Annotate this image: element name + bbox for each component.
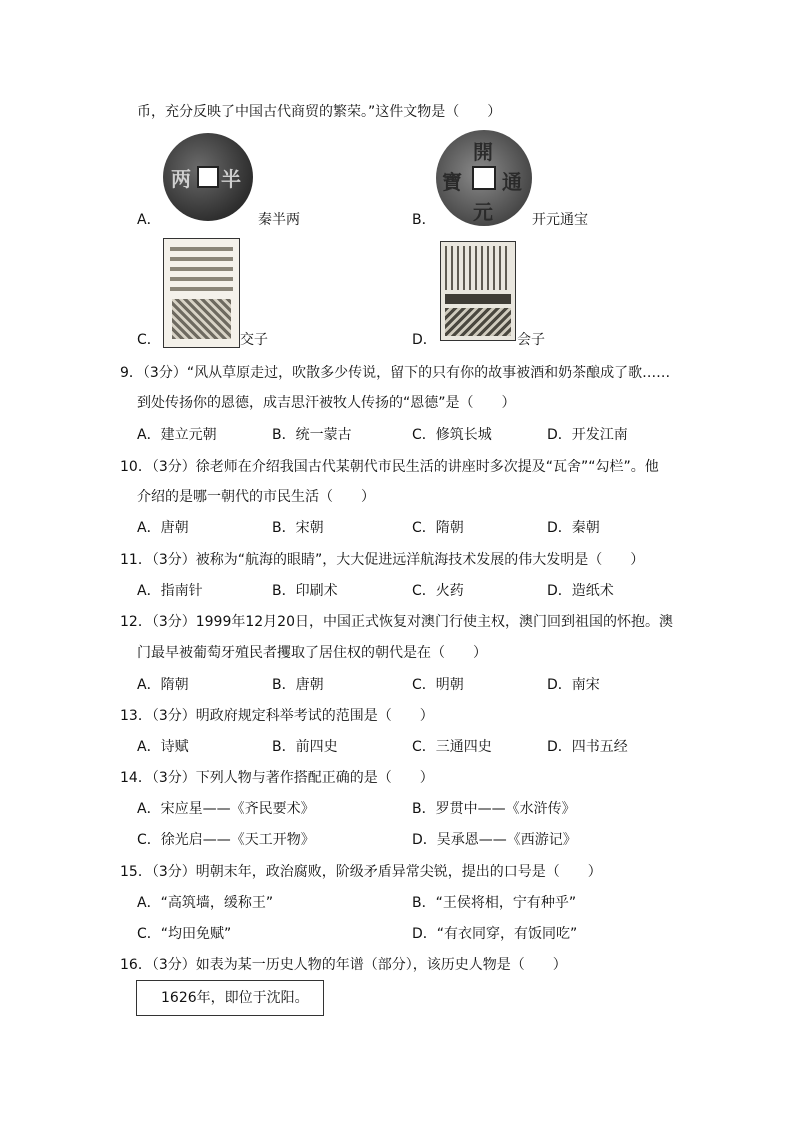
kaiyuan-char-right: 通	[502, 170, 522, 194]
q10-option-b[interactable]: B．宋朝	[272, 520, 324, 536]
banliang-char-right: 半	[221, 167, 241, 191]
q12-stem-line2: 门最早被葡萄牙殖民者攫取了居住权的朝代是在（ ）	[137, 645, 487, 661]
q11-option-d[interactable]: D．造纸术	[547, 583, 614, 599]
q11-stem-line1: 11．（3分）被称为“航海的眼睛”，大大促进远洋航海技术发展的伟大发明是（ ）	[120, 552, 645, 568]
q15-option-a[interactable]: A．“高筑墙，缓称王”	[137, 895, 274, 911]
kaiyuan-coin-image	[436, 130, 534, 228]
q8-stem-tail: 币，充分反映了中国古代商贸的繁荣。”这件文物是（ ）	[137, 104, 502, 120]
q13-option-a[interactable]: A．诗赋	[137, 739, 189, 755]
q9-option-b[interactable]: B．统一蒙古	[272, 427, 352, 443]
q15-option-c[interactable]: C．“均田免赋”	[137, 926, 232, 942]
q12-option-d[interactable]: D．南宋	[547, 677, 600, 693]
q9-stem-line2: 到处传扬你的恩德，成吉思汗被牧人传扬的“恩德”是（ ）	[137, 395, 516, 411]
huizi-banknote-image	[440, 241, 516, 341]
q15-option-d[interactable]: D．“有衣同穿，有饭同吃”	[412, 926, 578, 942]
q8-option-b-letter[interactable]: B．	[412, 212, 436, 228]
q15-option-b[interactable]: B．“王侯将相，宁有种乎”	[412, 895, 577, 911]
q12-stem-line1: 12．（3分）1999年12月20日，中国正式恢复对澳门行使主权，澳门回到祖国的怀抱。澳	[120, 614, 673, 630]
q14-option-d[interactable]: D．吴承恩——《西游记》	[412, 832, 577, 848]
q10-option-c[interactable]: C．隋朝	[412, 520, 464, 536]
q13-option-d[interactable]: D．四书五经	[547, 739, 628, 755]
q8-option-a-label: 秦半两	[258, 212, 300, 228]
q10-stem-line2: 介绍的是哪一朝代的市民生活（ ）	[137, 489, 375, 505]
q14-option-b[interactable]: B．罗贯中——《水浒传》	[412, 801, 576, 817]
banliang-coin-image	[163, 133, 255, 225]
q13-option-b[interactable]: B．前四史	[272, 739, 338, 755]
q8-option-c-letter[interactable]: C．	[137, 332, 161, 348]
q11-option-a[interactable]: A．指南针	[137, 583, 203, 599]
q12-option-c[interactable]: C．明朝	[412, 677, 464, 693]
q13-option-c[interactable]: C．三通四史	[412, 739, 492, 755]
banliang-char-left: 两	[171, 167, 191, 191]
q13-stem-line1: 13．（3分）明政府规定科举考试的范围是（ ）	[120, 708, 434, 724]
q14-stem-line1: 14．（3分）下列人物与著作搭配正确的是（ ）	[120, 770, 434, 786]
q9-option-a[interactable]: A．建立元朝	[137, 427, 217, 443]
q8-option-d-letter[interactable]: D．	[412, 332, 437, 348]
q10-stem-line1: 10．（3分）徐老师在介绍我国古代某朝代市民生活的讲座时多次提及“瓦舍”“勾栏”。他	[120, 459, 659, 475]
q10-option-a[interactable]: A．唐朝	[137, 520, 189, 536]
q8-option-d-label: 会子	[517, 332, 545, 348]
q9-stem-line1: 9．（3分）“风从草原走过，吹散多少传说，留下的只有你的故事被酒和奶茶酿成了歌……	[120, 365, 671, 381]
q16-chronology-table	[136, 980, 324, 1016]
q9-option-c[interactable]: C．修筑长城	[412, 427, 492, 443]
q8-option-c-label: 交子	[240, 332, 268, 348]
q12-option-b[interactable]: B．唐朝	[272, 677, 324, 693]
q10-option-d[interactable]: D．秦朝	[547, 520, 600, 536]
kaiyuan-char-bottom: 元	[473, 200, 493, 224]
kaiyuan-char-left: 寶	[442, 170, 462, 194]
q14-option-a[interactable]: A．宋应星——《齐民要术》	[137, 801, 315, 817]
q14-option-c[interactable]: C．徐光启——《天工开物》	[137, 832, 315, 848]
q8-option-a-letter[interactable]: A．	[137, 212, 161, 228]
q8-option-b-label: 开元通宝	[532, 212, 588, 228]
q16-table-row: 1626年，即位于沈阳。	[161, 990, 309, 1006]
q15-stem-line1: 15．（3分）明朝末年，政治腐败，阶级矛盾异常尖锐，提出的口号是（ ）	[120, 864, 602, 880]
q16-stem-line1: 16．（3分）如表为某一历史人物的年谱（部分），该历史人物是（ ）	[120, 957, 567, 973]
jiaozi-banknote-image	[163, 238, 240, 348]
q11-option-b[interactable]: B．印刷术	[272, 583, 338, 599]
kaiyuan-char-top: 開	[473, 140, 493, 164]
q11-option-c[interactable]: C．火药	[412, 583, 464, 599]
q9-option-d[interactable]: D．开发江南	[547, 427, 628, 443]
q12-option-a[interactable]: A．隋朝	[137, 677, 189, 693]
